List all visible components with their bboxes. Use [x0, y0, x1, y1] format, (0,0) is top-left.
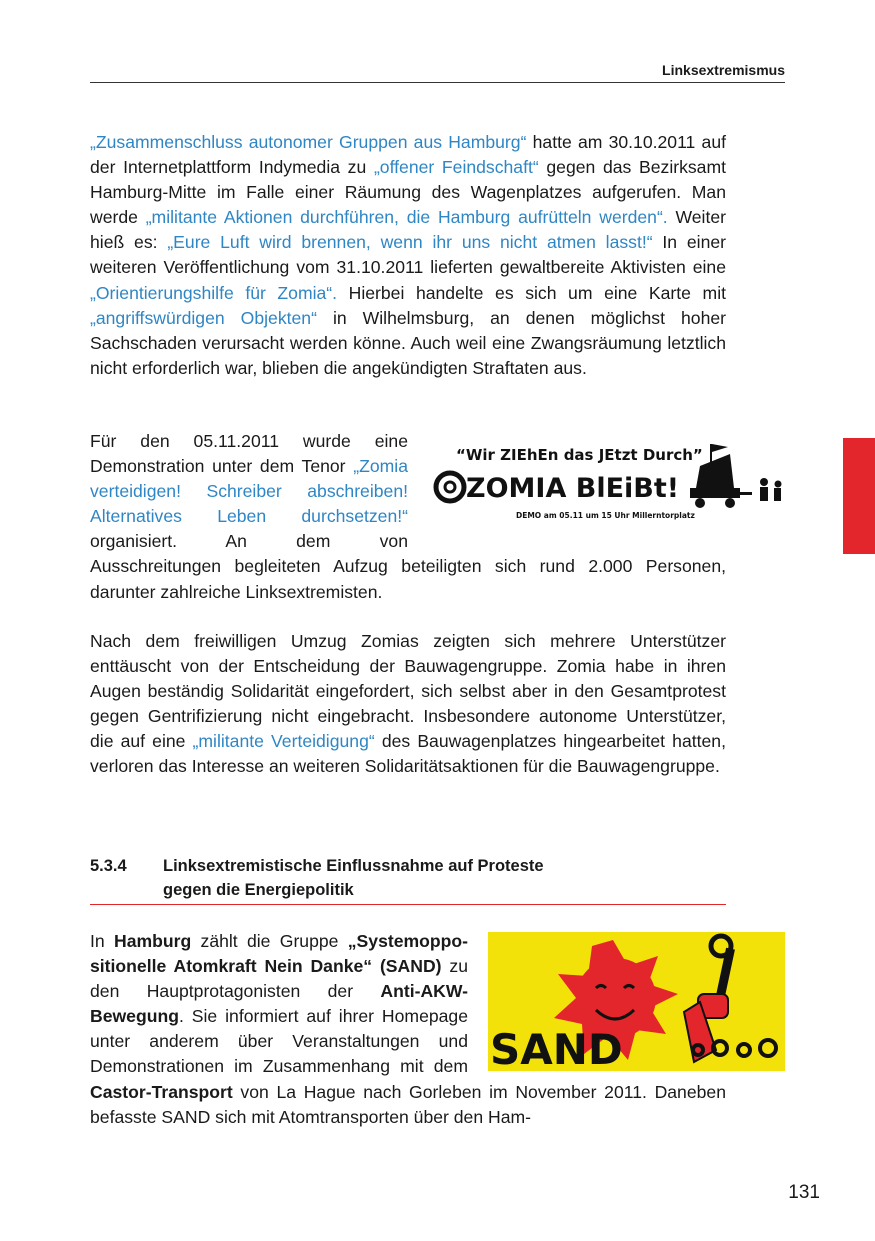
running-title: Linksextremismus [662, 62, 785, 78]
text-run: organisiert. An dem von Ausschreitungen begleiteten Aufzug beteiligten sich rund 2.000 Personen, darunter zahlreiche Linksextremisten. [90, 531, 726, 602]
quote-target-objects: „angriffswürdigen Objekten“ [90, 307, 317, 328]
zomia-poster-image [428, 440, 786, 524]
text-run: von La Hague nach Gorleben im November 2011. Daneben befasste SAND sich mit Atomtransporten über den Ham- [90, 1081, 726, 1127]
running-header [90, 60, 785, 83]
paragraph-after-relocation [90, 629, 726, 780]
quote-air-burning: „Eure Luft wird brennen, wenn ihr uns nicht atmen lasst!“ [167, 232, 653, 253]
chapter-tab-marker [843, 438, 875, 554]
term-castor: Castor-Transport [90, 1081, 233, 1102]
paragraph-zomia-threats [90, 130, 726, 381]
text-run: Hierbei handelte es sich um eine Karte mit [337, 282, 726, 303]
quote-orientation-aid: „Orientierungshilfe für Zomia“. [90, 282, 338, 303]
quote-group-name: „Zusammenschluss autonomer Gruppen aus Hamburg“ [90, 132, 527, 152]
text-run: zählt die Gruppe [191, 931, 348, 951]
quote-militant-actions: „militante Aktionen durchführen, die Hamburg aufrütteln werden“. [145, 207, 668, 228]
term-hamburg: Hamburg [113, 931, 192, 951]
term-sand-group: „Systemoppositionelle Atomkraft Nein Danke“ (SAND) [90, 931, 468, 977]
quote-militant-defense: „militante Verteidigung“ [192, 731, 375, 752]
text-run: Weiter hieß es: [90, 207, 726, 253]
sand-wordmark: SAND [490, 1025, 623, 1071]
text-run: In [90, 931, 114, 951]
text-run: in Wilhelmsburg, an denen möglichst hoher Sachschaden verursacht werden könne. Auch weil eine Zwangsräumung letztlich nicht erforderlich war, blieben die angekündigten Straftaten aus. [90, 307, 726, 378]
text-run: zu den Hauptprotagonisten der [90, 956, 468, 1002]
text-run: gegen das Bezirksamt Hamburg-Mitte im Falle einer Räumung des Wagenplatzes aufgerufen. Man werde [90, 157, 727, 228]
sand-logo-image [488, 932, 785, 1071]
section-number: 5.3.4 [90, 857, 127, 875]
figures-icon [760, 478, 782, 501]
poster-main-line: ZOMIA BlEiBt! [466, 473, 680, 504]
poster-spiral-icon [436, 473, 464, 501]
text-run: des Bauwagenplatzes hingearbeitet hatten, verloren das Interesse an weiteren Solidaritätsaktionen für die Bauwagengruppe. [90, 731, 726, 777]
section-title [163, 854, 723, 902]
text-run: Nach dem freiwilligen Umzug Zomias zeigten sich mehrere Unterstützer enttäuscht von der Entscheidung der Bauwagengruppe. Zomia habe in ihren Augen beständig Solidarität eingefordert, sich selbst aber in den Gesamtprotest gegen Gentrifizierung nicht eingebracht. Insbesondere autonome Unterstützer, die auf eine [90, 631, 726, 752]
page-number: 131 [788, 1182, 820, 1203]
section-title-line1: Linksextremistische Einflussnahme auf Proteste [163, 857, 544, 875]
section-title-line2: gegen die Energiepolitik [163, 881, 354, 899]
poster-bottom-line: DEMO am 05.11 um 15 Uhr Millerntorplatz [516, 511, 695, 520]
text-run: . Sie informiert auf ihrer Homepage unter anderem über Veranstaltungen und Demonstrationen im Zusammenhang mit dem [90, 1006, 468, 1077]
term-anti-akw: Anti-AKW-Bewegung [90, 981, 468, 1027]
quote-demo-motto: „Zomia verteidigen! Schreiber abschreiben! Alternatives Leben durchsetzen!“ [90, 456, 408, 527]
text-run: hatte am 30.10.2011 auf der Internetplattform Indymedia zu [90, 132, 726, 178]
poster-top-line: “Wir ZIEhEn das JEtzt Durch” [456, 446, 703, 464]
text-run: In einer weiteren Veröffentlichung vom 31.10.2011 lieferten gewaltbereite Aktivisten eine [90, 232, 726, 278]
text-run: Für den 05.11.2011 wurde eine Demonstration unter dem Tenor [90, 431, 408, 477]
quote-open-hostility: „offener Feindschaft“ [373, 157, 539, 178]
section-heading [90, 854, 726, 905]
